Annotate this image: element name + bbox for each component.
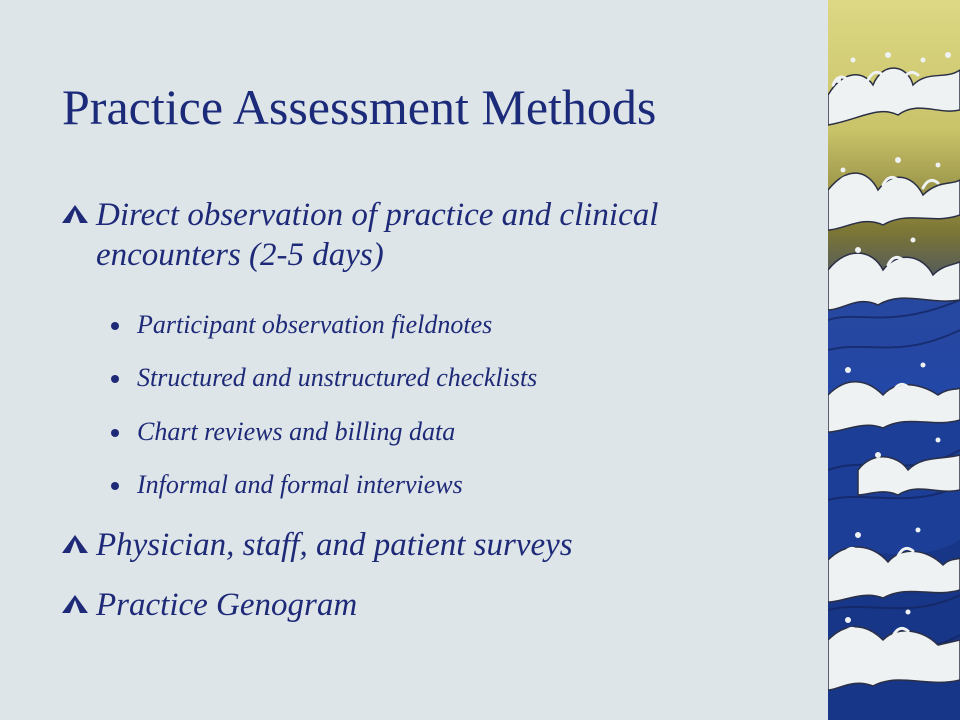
bullet-text: Direct observation of practice and clinical encounters (2-5 days) (96, 197, 659, 273)
subbullet-interviews (112, 469, 463, 500)
subbullet-chart-reviews (112, 416, 455, 447)
bullet-surveys (62, 526, 573, 566)
bullet-direct-observation (62, 196, 712, 275)
bullet-text: Practice Genogram (96, 587, 358, 623)
subbullet-text: Informal and formal interviews (137, 470, 463, 499)
slide-title: Practice Assessment Methods (62, 79, 657, 135)
bullet-genogram (62, 586, 357, 626)
triangle-bullet-icon (62, 595, 88, 613)
subbullet-text: Structured and unstructured checklists (137, 363, 538, 392)
dot-bullet-icon (111, 429, 119, 437)
wave-decoration-image (828, 0, 960, 720)
subbullet-text: Chart reviews and billing data (137, 417, 456, 446)
bullet-text: Physician, staff, and patient surveys (96, 527, 573, 563)
triangle-bullet-icon (62, 535, 88, 553)
subbullet-text: Participant observation fieldnotes (137, 310, 493, 339)
dot-bullet-icon (111, 375, 119, 383)
subbullet-fieldnotes (112, 309, 492, 340)
triangle-bullet-icon (62, 205, 88, 223)
subbullet-checklists (112, 362, 537, 393)
dot-bullet-icon (111, 322, 119, 330)
dot-bullet-icon (111, 482, 119, 490)
